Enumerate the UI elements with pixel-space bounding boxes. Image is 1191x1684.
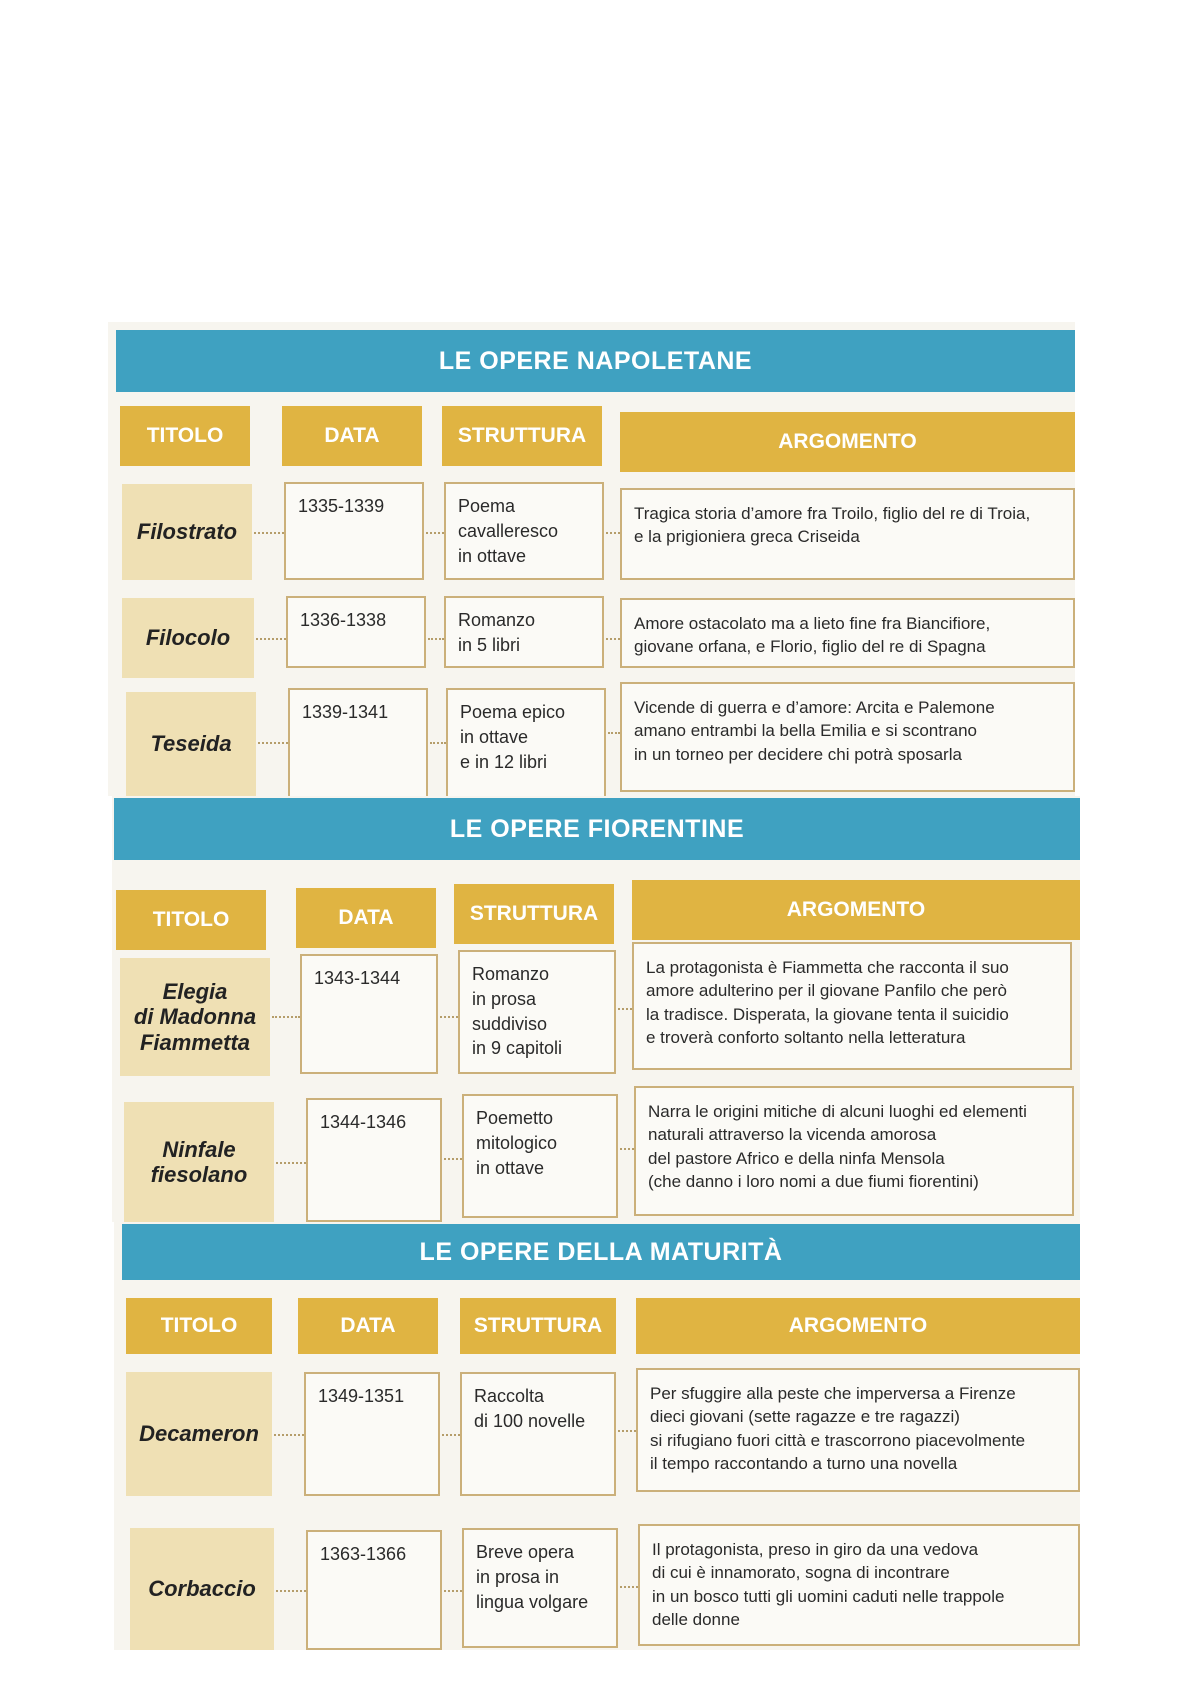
connector — [426, 532, 444, 534]
data-cell: 1336-1338 — [286, 596, 426, 668]
struttura-cell: Romanzo in 5 libri — [444, 596, 604, 668]
data-cell: 1335-1339 — [284, 482, 424, 580]
header-titolo: TITOLO — [120, 406, 250, 466]
titolo-cell: Elegia di Madonna Fiammetta — [120, 958, 270, 1076]
connector — [606, 532, 620, 534]
connector — [618, 1008, 632, 1010]
connector — [442, 1434, 460, 1436]
header-data: DATA — [282, 406, 422, 466]
struttura-cell: Poemetto mitologico in ottave — [462, 1094, 618, 1218]
titolo-cell: Ninfale fiesolano — [124, 1102, 274, 1222]
data-cell: 1349-1351 — [304, 1372, 440, 1496]
connector — [618, 1430, 636, 1432]
struttura-cell: Raccolta di 100 novelle — [460, 1372, 616, 1496]
section-opere-maturita — [114, 1222, 1080, 1650]
connector — [440, 1016, 458, 1018]
connector — [276, 1590, 306, 1592]
data-cell: 1339-1341 — [288, 688, 428, 796]
connector — [428, 638, 444, 640]
connector — [254, 532, 284, 534]
connector — [274, 1434, 304, 1436]
argomento-cell: Vicende di guerra e d’amore: Arcita e Palemone amano entrambi la bella Emilia e si scontrano in un torneo per decidere chi potrà sposarla — [620, 682, 1075, 792]
header-struttura: STRUTTURA — [460, 1298, 616, 1354]
header-titolo: TITOLO — [126, 1298, 272, 1354]
argomento-cell: Narra le origini mitiche di alcuni luoghi ed elementi naturali attraverso la vicenda amorosa del pastore Africo e della ninfa Mensola (che danno i loro nomi a due fiumi fiorentini) — [634, 1086, 1074, 1216]
connector — [606, 638, 620, 640]
data-cell: 1363-1366 — [306, 1530, 442, 1650]
connector — [620, 1586, 638, 1588]
header-data: DATA — [296, 888, 436, 948]
struttura-cell: Romanzo in prosa suddiviso in 9 capitoli — [458, 950, 616, 1074]
connector — [430, 742, 446, 744]
titolo-cell: Decameron — [126, 1372, 272, 1496]
header-struttura: STRUTTURA — [454, 884, 614, 944]
data-cell: 1344-1346 — [306, 1098, 442, 1222]
section-opere-napoletane — [108, 322, 1075, 796]
argomento-cell: La protagonista è Fiammetta che racconta il suo amore adulterino per il giovane Panfilo che però la tradisce. Disperata, la giovane tenta il suicidio e troverà conforto soltanto nella letteratura — [632, 942, 1072, 1070]
section-title: LE OPERE NAPOLETANE — [116, 330, 1075, 392]
argomento-cell: Amore ostacolato ma a lieto fine fra Biancifiore, giovane orfana, e Florio, figlio del re di Spagna — [620, 598, 1075, 668]
argomento-cell: Tragica storia d’amore fra Troilo, figlio del re di Troia, e la prigioniera greca Criseida — [620, 488, 1075, 580]
argomento-cell: Il protagonista, preso in giro da una vedova di cui è innamorato, sogna di incontrare in un bosco tutti gli uomini caduti nelle trappole delle donne — [638, 1524, 1080, 1646]
titolo-cell: Teseida — [126, 692, 256, 796]
connector — [444, 1590, 462, 1592]
header-argomento: ARGOMENTO — [620, 412, 1075, 472]
titolo-cell: Corbaccio — [130, 1528, 274, 1650]
header-argomento: ARGOMENTO — [632, 880, 1080, 940]
struttura-cell: Breve opera in prosa in lingua volgare — [462, 1528, 618, 1648]
struttura-cell: Poema cavalleresco in ottave — [444, 482, 604, 580]
argomento-cell: Per sfuggire alla peste che imperversa a Firenze dieci giovani (sette ragazze e tre ragazzi) si rifugiano fuori città e trascorrono piacevolmente il tempo raccontando a turno una novella — [636, 1368, 1080, 1492]
connector — [272, 1016, 300, 1018]
connector — [608, 732, 620, 734]
struttura-cell: Poema epico in ottave e in 12 libri — [446, 688, 606, 796]
section-opere-fiorentine — [112, 796, 1080, 1222]
connector — [256, 638, 286, 640]
header-argomento: ARGOMENTO — [636, 1298, 1080, 1354]
titolo-cell: Filostrato — [122, 484, 252, 580]
header-titolo: TITOLO — [116, 890, 266, 950]
connector — [276, 1162, 306, 1164]
header-data: DATA — [298, 1298, 438, 1354]
data-cell: 1343-1344 — [300, 954, 438, 1074]
connector — [620, 1148, 634, 1150]
connector — [444, 1158, 462, 1160]
section-title: LE OPERE FIORENTINE — [114, 798, 1080, 860]
header-struttura: STRUTTURA — [442, 406, 602, 466]
connector — [258, 742, 288, 744]
section-title: LE OPERE DELLA MATURITÀ — [122, 1224, 1080, 1280]
titolo-cell: Filocolo — [122, 598, 254, 678]
